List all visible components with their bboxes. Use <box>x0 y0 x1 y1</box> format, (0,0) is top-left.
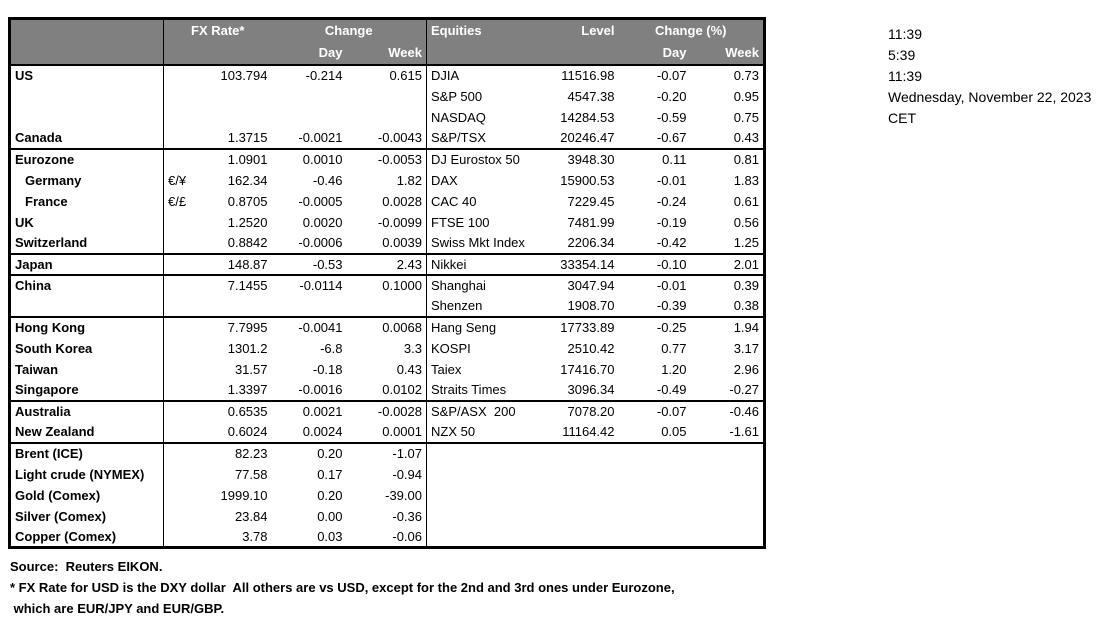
equity-name-cell: FTSE 100 <box>427 212 542 233</box>
table-row <box>10 359 765 380</box>
table-row <box>10 86 765 107</box>
region-label-cell: Light crude (NYMEX) <box>10 464 164 485</box>
currency-pair-cell <box>164 317 202 338</box>
fx-rate-cell: 31.57 <box>234 361 268 377</box>
region-label-cell: New Zealand <box>10 422 164 443</box>
currency-pair-cell <box>164 65 202 86</box>
fx-change-week-cell: 0.43 <box>396 361 422 377</box>
blank-cell <box>10 42 164 65</box>
equity-level-cell: 33354.14 <box>542 254 619 275</box>
equity-level-cell: 20246.47 <box>542 128 619 149</box>
currency-pair-cell <box>164 464 202 485</box>
fx-rate-cell: 82.23 <box>234 446 268 461</box>
table-row <box>10 212 765 233</box>
region-label-cell: Brent (ICE) <box>10 443 164 464</box>
currency-pair-cell <box>164 275 202 296</box>
fx-rate-cell: 7.1455 <box>227 278 268 293</box>
equity-change-week-cell: 0.95 <box>733 88 759 104</box>
header-row-1 <box>10 19 765 42</box>
fx-change-day-cell: 0.0020 <box>302 214 343 230</box>
currency-pair-cell <box>164 380 202 401</box>
fx-rate-cell <box>202 107 272 128</box>
fx-change-week-cell: -0.0028 <box>377 404 422 419</box>
table-row <box>10 275 765 296</box>
table-row <box>10 338 765 359</box>
equity-change-day-cell: -0.25 <box>656 320 687 335</box>
table-row <box>10 107 765 128</box>
equity-name-cell: S&P/ASX 200 <box>427 401 542 422</box>
fx-change-week-cell: -0.0043 <box>347 128 427 149</box>
region-label-cell: Switzerland <box>10 233 164 254</box>
equity-change-week-cell <box>691 506 765 527</box>
equity-change-week-cell: 0.43 <box>691 128 765 149</box>
table-row <box>10 317 765 338</box>
equity-name-cell: NASDAQ <box>427 107 542 128</box>
equity-level-cell <box>542 506 619 527</box>
equity-change-day-cell: -0.01 <box>656 172 687 188</box>
region-label-cell <box>10 86 164 107</box>
equity-change-week-cell: 1.25 <box>691 233 765 254</box>
currency-pair-cell <box>164 107 202 128</box>
equity-name-cell: S&P/TSX <box>427 128 542 149</box>
header-row-2 <box>10 42 765 65</box>
fx-day-header: Day <box>272 42 347 65</box>
source-note: Source: Reuters EIKON. <box>10 559 163 574</box>
equity-change-week-cell: 3.17 <box>733 340 759 356</box>
fx-rate-cell <box>202 86 272 107</box>
equity-level-cell: 15900.53 <box>560 172 615 188</box>
equity-change-day-cell: -0.07 <box>656 68 687 83</box>
equity-name-cell: S&P 500 <box>427 86 542 107</box>
timestamp-line: 11:39 <box>888 68 922 84</box>
equity-level-cell: 11516.98 <box>561 68 615 83</box>
equity-change-week-cell <box>691 443 765 464</box>
fx-change-week-cell: -1.07 <box>392 446 422 461</box>
currency-pair-cell <box>164 296 202 317</box>
timestamp-line: 5:39 <box>888 47 916 63</box>
equity-change-day-cell <box>619 485 691 506</box>
table-row <box>10 422 765 443</box>
fx-rate-cell: 103.794 <box>220 68 268 83</box>
equities-header: Equities <box>427 19 542 42</box>
equity-name-cell <box>427 443 542 464</box>
equity-change-day-cell: -0.39 <box>619 296 691 317</box>
region-label-cell: Gold (Comex) <box>10 485 164 506</box>
region-label-cell: France <box>10 191 164 212</box>
table-body <box>10 65 765 548</box>
table-row <box>10 170 765 191</box>
equity-change-week-cell: 2.01 <box>691 254 765 275</box>
fx-rate-cell: 1.3715 <box>202 128 272 149</box>
table-row <box>10 65 765 86</box>
equity-name-cell <box>427 464 542 485</box>
equity-level-cell: 7481.99 <box>567 214 615 230</box>
equity-change-day-cell: -0.59 <box>656 109 687 125</box>
equity-name-cell: DAX <box>427 170 542 191</box>
equity-change-day-cell: -0.19 <box>656 214 687 230</box>
region-label-cell <box>10 296 164 317</box>
fx-change-day-cell: 0.0024 <box>272 422 347 443</box>
equity-change-week-cell: 0.56 <box>733 214 759 230</box>
currency-pair-cell <box>164 254 202 275</box>
fx-rate-footnote: * FX Rate for USD is the DXY dollar All others are vs USD, except for the 2nd and 3rd ones under Eurozone, <box>10 580 675 595</box>
region-label-cell: South Korea <box>10 338 164 359</box>
equity-change-week-cell: 0.39 <box>733 278 759 293</box>
fx-week-header: Week <box>347 42 427 65</box>
equity-change-day-cell: -0.07 <box>656 404 687 419</box>
corner-blank-cell <box>10 19 164 42</box>
market-data-table <box>8 17 766 549</box>
currency-pair-cell <box>164 212 202 233</box>
region-label-cell: Hong Kong <box>10 317 164 338</box>
equity-change-day-cell <box>619 506 691 527</box>
table-row <box>10 443 765 464</box>
fx-change-day-cell: 0.20 <box>317 446 343 461</box>
equity-change-day-cell: -0.24 <box>656 193 687 209</box>
fx-rate-header: FX Rate* <box>164 19 272 42</box>
fx-change-day-cell: 0.20 <box>317 487 343 503</box>
fx-rate-cell: 0.6535 <box>227 404 268 419</box>
equity-change-day-cell: 0.11 <box>662 152 687 167</box>
equity-change-day-cell: 0.77 <box>661 340 687 356</box>
equity-change-week-cell: 0.73 <box>733 68 759 83</box>
equity-name-cell: Swiss Mkt Index <box>427 233 542 254</box>
timestamp-panel <box>888 24 1091 129</box>
equity-level-cell: 17416.70 <box>560 361 615 377</box>
equity-name-cell: Hang Seng <box>427 317 542 338</box>
level-header: Level <box>542 19 619 42</box>
blank-cell <box>542 42 619 65</box>
equity-change-week-cell: 0.81 <box>733 152 759 167</box>
table-row <box>10 527 765 548</box>
equity-change-day-cell: -0.10 <box>619 254 691 275</box>
equity-name-cell <box>427 527 542 548</box>
currency-pair-cell <box>164 128 202 149</box>
equity-name-cell: DJ Eurostox 50 <box>427 149 542 170</box>
equity-change-day-cell: -0.01 <box>656 278 687 293</box>
fx-change-day-cell: 0.0021 <box>302 404 343 419</box>
fx-change-day-cell: -0.0006 <box>272 233 347 254</box>
table-row <box>10 296 765 317</box>
fx-change-day-cell: -0.0041 <box>298 320 343 335</box>
fx-change-week-cell: 0.0028 <box>382 193 422 209</box>
blank-cell <box>164 42 202 65</box>
fx-rate-cell: 0.8705 <box>227 193 268 209</box>
region-label-cell: Australia <box>10 401 164 422</box>
currency-pair-cell <box>164 338 202 359</box>
equity-name-cell: NZX 50 <box>427 422 542 443</box>
equity-change-day-cell: 1.20 <box>661 361 687 377</box>
fx-change-week-cell: -0.0099 <box>377 214 422 230</box>
equity-change-pct-header: Change (%) <box>619 19 765 42</box>
equity-level-cell: 3047.94 <box>567 278 615 293</box>
equity-change-week-cell: 2.96 <box>733 361 759 377</box>
currency-pair-cell <box>164 443 202 464</box>
region-label-cell: UK <box>10 212 164 233</box>
equity-change-day-cell <box>619 464 691 485</box>
table-row <box>10 191 765 212</box>
fx-change-day-cell: 0.17 <box>317 466 343 482</box>
equity-change-day-cell: -0.49 <box>619 380 691 401</box>
fx-change-day-cell: -0.214 <box>305 68 343 83</box>
equity-level-cell: 2510.42 <box>567 340 615 356</box>
table-row <box>10 485 765 506</box>
region-label-cell: Copper (Comex) <box>10 527 164 548</box>
fx-rate-cell: 162.34 <box>227 172 268 188</box>
region-label-cell: Canada <box>10 128 164 149</box>
blank-cell <box>202 42 272 65</box>
equity-change-day-cell <box>619 443 691 464</box>
equity-level-cell <box>542 443 619 464</box>
fx-change-week-cell: 0.0102 <box>347 380 427 401</box>
equity-change-week-cell: 0.75 <box>733 109 759 125</box>
region-label-cell: Taiwan <box>10 359 164 380</box>
region-label-cell: Eurozone <box>10 149 164 170</box>
equity-change-week-cell: 1.83 <box>733 172 759 188</box>
equity-level-cell: 7229.45 <box>567 193 615 209</box>
table-row <box>10 254 765 275</box>
equity-name-cell: Nikkei <box>427 254 542 275</box>
fx-change-week-cell: 0.1000 <box>382 278 422 293</box>
fx-change-day-cell: 0.00 <box>317 508 343 524</box>
fx-rate-cell: 0.8842 <box>202 233 272 254</box>
date-line: Wednesday, November 22, 2023 <box>888 89 1092 105</box>
table-header <box>10 19 765 65</box>
currency-pair-cell: €/£ <box>168 193 187 209</box>
equity-change-day-cell: -0.67 <box>619 128 691 149</box>
fx-change-week-cell: 3.3 <box>403 340 422 356</box>
equity-level-cell: 3948.30 <box>567 152 615 167</box>
fx-change-week-cell: 0.0068 <box>382 320 422 335</box>
equity-name-cell: DJIA <box>427 65 542 86</box>
equity-level-cell <box>542 485 619 506</box>
equity-name-cell: KOSPI <box>427 338 542 359</box>
currency-pair-cell <box>164 86 202 107</box>
fx-change-day-cell <box>272 296 347 317</box>
equity-name-cell: CAC 40 <box>427 191 542 212</box>
equity-name-cell: Straits Times <box>427 380 542 401</box>
equity-change-week-cell: -0.46 <box>729 404 759 419</box>
currency-pair-cell <box>164 527 202 548</box>
fx-change-week-cell: -0.0053 <box>377 152 422 167</box>
region-label-cell: China <box>10 275 164 296</box>
fx-change-week-cell: 0.0039 <box>347 233 427 254</box>
fx-rate-cell: 3.78 <box>242 528 268 544</box>
currency-pair-cell <box>164 485 202 506</box>
region-label-cell: Japan <box>10 254 164 275</box>
equity-level-cell: 3096.34 <box>542 380 619 401</box>
table-row <box>10 233 765 254</box>
region-label-cell: Singapore <box>10 380 164 401</box>
equity-name-cell: Shanghai <box>427 275 542 296</box>
table-row <box>10 464 765 485</box>
fx-change-week-cell: -0.06 <box>392 528 422 544</box>
table-row <box>10 128 765 149</box>
fx-change-day-cell: -0.18 <box>312 361 343 377</box>
fx-change-day-cell: -0.0016 <box>272 380 347 401</box>
fx-change-week-cell: 0.0001 <box>347 422 427 443</box>
equity-change-week-cell: 0.38 <box>691 296 765 317</box>
equity-change-day-cell: -0.42 <box>619 233 691 254</box>
equity-level-cell: 7078.20 <box>567 404 615 419</box>
equity-level-cell <box>542 464 619 485</box>
fx-change-day-cell <box>272 107 347 128</box>
equity-name-cell <box>427 485 542 506</box>
fx-change-week-cell: -39.00 <box>385 487 422 503</box>
fx-change-week-cell <box>347 86 427 107</box>
region-label-cell: Germany <box>10 170 164 191</box>
equity-level-cell: 2206.34 <box>542 233 619 254</box>
fx-rate-cell: 77.58 <box>234 466 268 482</box>
table-row <box>10 380 765 401</box>
fx-rate-cell: 23.84 <box>234 508 268 524</box>
fx-change-week-cell <box>347 107 427 128</box>
timezone-line: CET <box>888 110 916 126</box>
fx-rate-footnote-continuation: which are EUR/JPY and EUR/GBP. <box>10 601 225 616</box>
equity-name-cell <box>427 506 542 527</box>
table-row <box>10 506 765 527</box>
fx-rate-cell: 1.3397 <box>202 380 272 401</box>
equity-name-cell: Shenzen <box>427 296 542 317</box>
fx-change-day-cell: -6.8 <box>320 340 343 356</box>
fx-change-week-cell <box>347 296 427 317</box>
equity-change-week-cell: -0.27 <box>691 380 765 401</box>
equity-change-week-cell: 1.94 <box>733 320 759 335</box>
equity-change-day-cell <box>619 527 691 548</box>
equity-level-cell: 4547.38 <box>567 88 615 104</box>
fx-rate-cell: 1999.10 <box>220 487 268 503</box>
timestamp-line: 11:39 <box>888 26 922 42</box>
fx-rate-cell: 7.7995 <box>227 320 268 335</box>
equity-change-week-cell <box>691 527 765 548</box>
fx-change-week-cell: 1.82 <box>396 172 422 188</box>
equity-week-header: Week <box>691 42 765 65</box>
fx-change-day-cell: -0.46 <box>312 172 343 188</box>
fx-change-day-cell: -0.0114 <box>299 278 343 293</box>
equity-day-header: Day <box>619 42 691 65</box>
fx-change-day-cell: -0.0005 <box>298 193 343 209</box>
table-row <box>10 401 765 422</box>
fx-change-week-cell: -0.36 <box>392 508 422 524</box>
region-label-cell: Silver (Comex) <box>10 506 164 527</box>
equity-level-cell: 17733.89 <box>560 320 615 335</box>
fx-rate-cell: 1.0901 <box>227 152 268 167</box>
fx-rate-cell: 1.2520 <box>227 214 268 230</box>
fx-change-week-cell: 2.43 <box>347 254 427 275</box>
fx-change-day-cell: -0.53 <box>272 254 347 275</box>
blank-cell <box>427 42 542 65</box>
currency-pair-cell <box>164 422 202 443</box>
currency-pair-cell <box>164 149 202 170</box>
currency-pair-cell: €/¥ <box>168 172 187 188</box>
equity-name-cell: Taiex <box>427 359 542 380</box>
equity-change-day-cell: 0.05 <box>619 422 691 443</box>
region-label-cell: US <box>10 65 164 86</box>
table-row <box>10 149 765 170</box>
fx-change-day-cell: 0.03 <box>317 528 343 544</box>
equity-change-week-cell: -1.61 <box>691 422 765 443</box>
equity-change-week-cell <box>691 464 765 485</box>
currency-pair-cell <box>164 506 202 527</box>
currency-pair-cell <box>164 359 202 380</box>
equity-change-week-cell <box>691 485 765 506</box>
region-label-cell <box>10 107 164 128</box>
fx-rate-cell: 148.87 <box>202 254 272 275</box>
fx-rate-cell: 1301.2 <box>227 340 268 356</box>
currency-pair-cell <box>164 233 202 254</box>
fx-change-week-cell: 0.615 <box>389 68 422 83</box>
fx-change-week-cell: -0.94 <box>392 466 422 482</box>
fx-rate-cell <box>202 296 272 317</box>
fx-change-day-cell: 0.0010 <box>302 152 343 167</box>
equity-change-day-cell: -0.20 <box>656 88 687 104</box>
equity-level-cell: 14284.53 <box>560 109 615 125</box>
equity-level-cell: 1908.70 <box>542 296 619 317</box>
fx-change-day-cell: -0.0021 <box>272 128 347 149</box>
fx-change-day-cell <box>272 86 347 107</box>
equity-change-week-cell: 0.61 <box>733 193 759 209</box>
fx-rate-cell: 0.6024 <box>202 422 272 443</box>
currency-pair-cell <box>164 401 202 422</box>
footer-notes <box>10 556 675 619</box>
fx-change-header: Change <box>272 19 427 42</box>
equity-level-cell: 11164.42 <box>542 422 619 443</box>
equity-level-cell <box>542 527 619 548</box>
